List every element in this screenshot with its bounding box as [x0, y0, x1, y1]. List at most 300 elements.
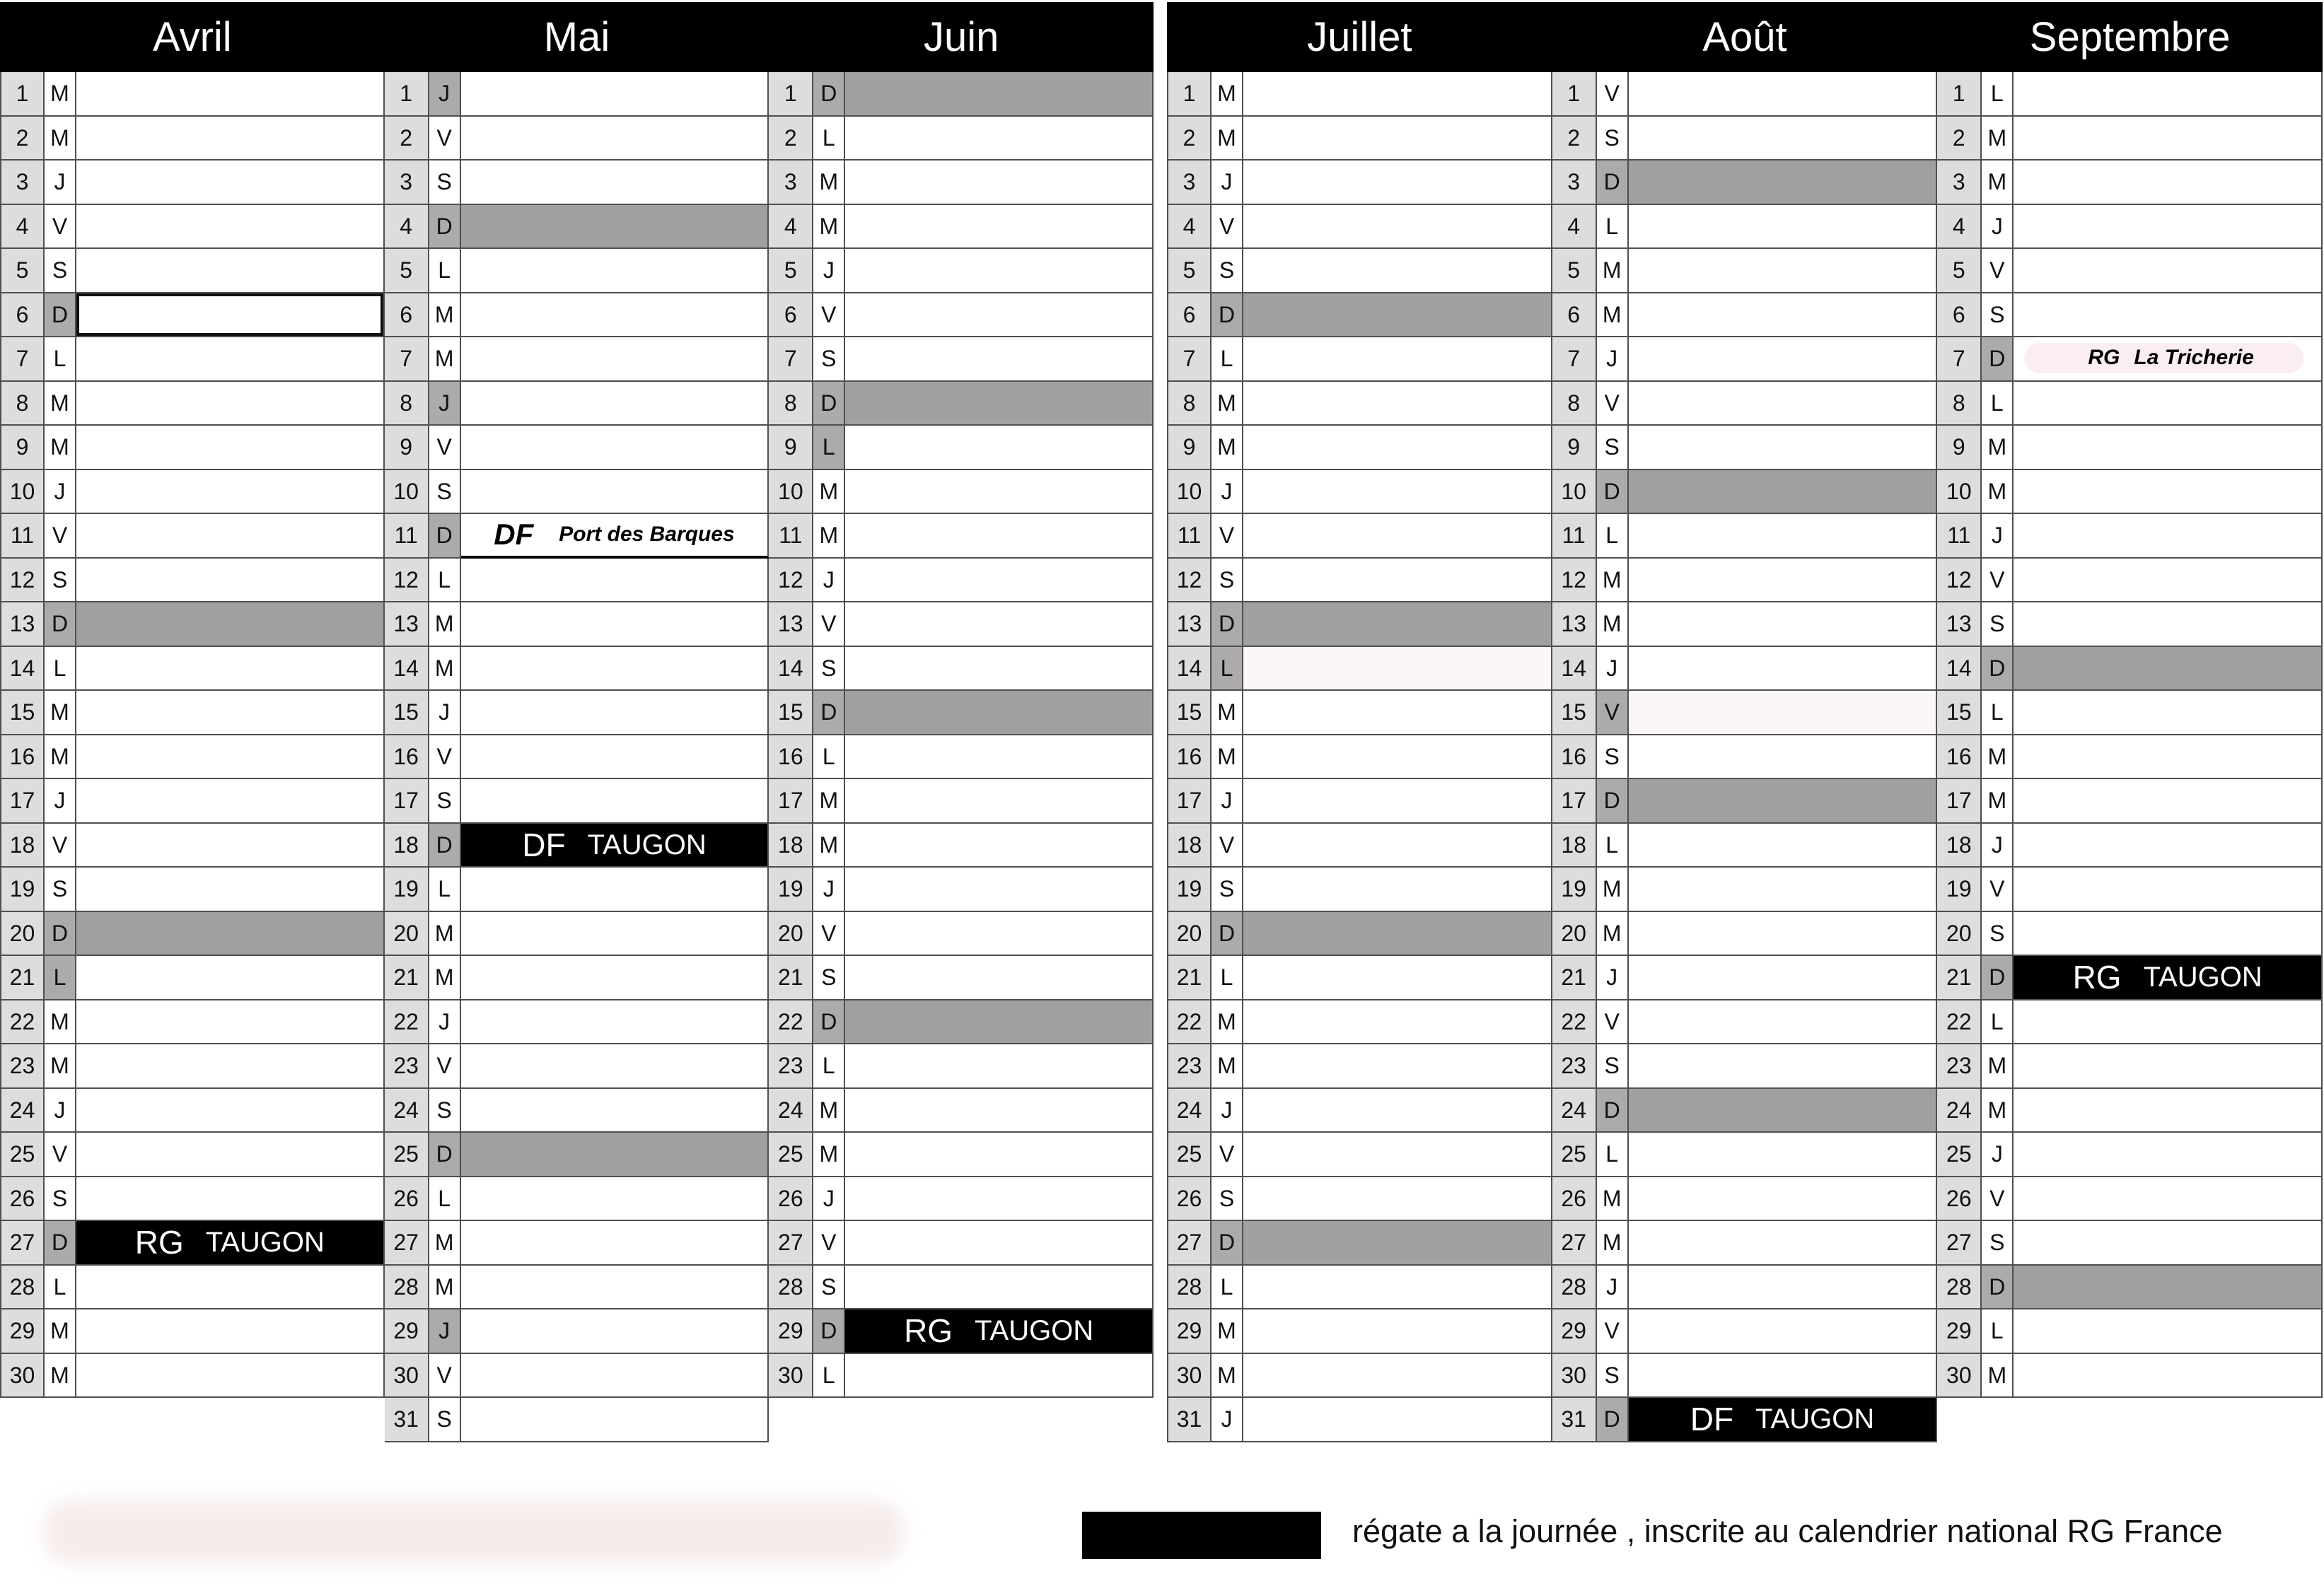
- day-note-cell: [76, 1266, 385, 1310]
- weekday-letter: L: [1982, 1309, 2014, 1354]
- day-number: 23: [1937, 1044, 1982, 1089]
- day-note-cell: [1629, 735, 1938, 780]
- day-note-cell: [76, 1177, 385, 1222]
- weekday-letter: D: [1597, 470, 1629, 515]
- day-number: 17: [385, 779, 429, 824]
- day-note-cell: [1243, 735, 1552, 780]
- day-row: [769, 514, 1154, 559]
- day-note-cell: [76, 1089, 385, 1133]
- day-row: [769, 824, 1154, 868]
- day-note-cell: [1243, 647, 1552, 692]
- weekday-letter: J: [1597, 1266, 1629, 1310]
- day-number: 14: [769, 647, 813, 692]
- day-row: [769, 72, 1154, 117]
- day-row: [0, 1089, 385, 1133]
- day-row: [1937, 293, 2323, 338]
- day-note-cell: [845, 1044, 1154, 1089]
- days-grid: [1167, 72, 2323, 1442]
- day-number: 24: [385, 1089, 429, 1133]
- weekday-letter: D: [1597, 779, 1629, 824]
- month-column-juin: [769, 72, 1154, 1398]
- day-row: [385, 205, 769, 250]
- days-grid: [0, 72, 1154, 1442]
- weekday-letter: L: [1212, 956, 1243, 1000]
- day-note-cell: [1243, 1398, 1552, 1442]
- day-note-cell: [76, 470, 385, 515]
- day-note-cell: [76, 779, 385, 824]
- day-row: [385, 956, 769, 1000]
- weekday-letter: M: [1982, 1089, 2014, 1133]
- day-note-cell: [1629, 1000, 1938, 1045]
- day-row: [1552, 1044, 1938, 1089]
- day-note-cell: [1243, 956, 1552, 1000]
- weekday-letter: V: [1597, 1309, 1629, 1354]
- day-number: 20: [1167, 912, 1212, 957]
- day-number: 17: [1937, 779, 1982, 824]
- day-note-cell: [2014, 1266, 2323, 1310]
- day-number: 18: [1937, 824, 1982, 868]
- calendar-panel-right: [1167, 2, 2323, 1442]
- weekday-letter: M: [45, 1309, 76, 1354]
- day-note-cell: [76, 161, 385, 205]
- weekday-letter: V: [813, 293, 845, 338]
- day-row: [0, 382, 385, 426]
- day-row: [1552, 1177, 1938, 1222]
- day-row: [385, 779, 769, 824]
- day-note-cell: [845, 470, 1154, 515]
- month-header-bar: [0, 2, 1154, 72]
- weekday-letter: V: [429, 1354, 461, 1399]
- day-row: [0, 205, 385, 250]
- weekday-letter: M: [1212, 691, 1243, 735]
- weekday-letter: D: [1982, 337, 2014, 382]
- day-row: [385, 868, 769, 912]
- day-number: 22: [1167, 1000, 1212, 1045]
- day-note-cell: [76, 117, 385, 161]
- day-number: 24: [1937, 1089, 1982, 1133]
- day-note-cell: [76, 514, 385, 559]
- day-note-cell: [2014, 779, 2323, 824]
- day-number: 2: [385, 117, 429, 161]
- day-row: [1937, 647, 2323, 692]
- day-number: 29: [0, 1309, 45, 1354]
- day-note-cell: [2014, 1177, 2323, 1222]
- day-note-cell: [2014, 824, 2323, 868]
- day-note-cell: [1243, 514, 1552, 559]
- weekday-letter: M: [1597, 912, 1629, 957]
- day-row: [0, 293, 385, 338]
- weekday-letter: V: [429, 735, 461, 780]
- weekday-letter: J: [1982, 205, 2014, 250]
- month-column-mai: [385, 72, 769, 1442]
- day-number: 28: [769, 1266, 813, 1310]
- day-row: [1167, 691, 1552, 735]
- day-row: [385, 1266, 769, 1310]
- weekday-letter: M: [1212, 72, 1243, 117]
- day-number: 27: [769, 1221, 813, 1266]
- month-column-aout: [1552, 72, 1938, 1442]
- day-note-cell: [845, 249, 1154, 293]
- day-row: [1552, 161, 1938, 205]
- weekday-letter: D: [813, 1309, 845, 1354]
- day-number: 6: [769, 293, 813, 338]
- weekday-letter: M: [429, 956, 461, 1000]
- day-note-cell: [1629, 824, 1938, 868]
- weekday-letter: J: [45, 779, 76, 824]
- weekday-letter: L: [1982, 382, 2014, 426]
- day-number: 8: [385, 382, 429, 426]
- day-number: 5: [0, 249, 45, 293]
- day-number: 4: [1937, 205, 1982, 250]
- day-row: [0, 426, 385, 470]
- day-row: [769, 559, 1154, 603]
- weekday-letter: L: [1212, 337, 1243, 382]
- day-row: [1552, 426, 1938, 470]
- day-number: 10: [1552, 470, 1597, 515]
- day-row: [0, 1044, 385, 1089]
- day-row: [1167, 1044, 1552, 1089]
- blurred-area: [42, 1500, 905, 1564]
- day-note-cell: [1629, 912, 1938, 957]
- day-number: 18: [1167, 824, 1212, 868]
- day-row: [0, 1133, 385, 1177]
- day-number: 30: [0, 1354, 45, 1399]
- weekday-letter: S: [1982, 293, 2014, 338]
- day-note-cell: [461, 559, 769, 603]
- day-number: 16: [1552, 735, 1597, 780]
- weekday-letter: V: [1597, 72, 1629, 117]
- day-row: [1937, 426, 2323, 470]
- day-number: 19: [1167, 868, 1212, 912]
- day-row: [0, 956, 385, 1000]
- day-row: [385, 249, 769, 293]
- day-note-cell: [845, 1089, 1154, 1133]
- weekday-letter: J: [429, 1000, 461, 1045]
- weekday-letter: S: [813, 337, 845, 382]
- day-row: [1552, 1089, 1938, 1133]
- weekday-letter: V: [429, 426, 461, 470]
- day-row: [385, 1221, 769, 1266]
- day-note-cell: [461, 1133, 769, 1177]
- day-note-cell: [2014, 691, 2323, 735]
- weekday-letter: M: [429, 293, 461, 338]
- day-number: 27: [0, 1221, 45, 1266]
- day-note-cell: [76, 602, 385, 647]
- day-row: [1937, 691, 2323, 735]
- day-note-cell: [461, 691, 769, 735]
- day-number: 7: [769, 337, 813, 382]
- day-note-cell: [1243, 293, 1552, 338]
- weekday-letter: S: [1597, 1354, 1629, 1399]
- day-row: [1167, 72, 1552, 117]
- day-row: [1937, 382, 2323, 426]
- day-note-cell: [2014, 602, 2323, 647]
- weekday-letter: S: [429, 1089, 461, 1133]
- day-row: [1552, 912, 1938, 957]
- day-number: 8: [1937, 382, 1982, 426]
- day-number: 19: [769, 868, 813, 912]
- weekday-letter: M: [1597, 293, 1629, 338]
- day-note-cell: [2014, 514, 2323, 559]
- legend-swatch: [1082, 1512, 1321, 1559]
- weekday-letter: S: [1212, 249, 1243, 293]
- day-number: 17: [769, 779, 813, 824]
- day-row: [1937, 205, 2323, 250]
- day-number: 14: [1167, 647, 1212, 692]
- day-row: [385, 647, 769, 692]
- day-row: [769, 1221, 1154, 1266]
- day-row: [1167, 426, 1552, 470]
- month-column-septembre: [1937, 72, 2323, 1398]
- weekday-letter: J: [1212, 1089, 1243, 1133]
- day-row: [0, 1354, 385, 1399]
- day-note-cell: [461, 1044, 769, 1089]
- weekday-letter: D: [45, 602, 76, 647]
- weekday-letter: S: [1982, 912, 2014, 957]
- day-number: 5: [1937, 249, 1982, 293]
- day-row: [769, 117, 1154, 161]
- weekday-letter: M: [1982, 117, 2014, 161]
- day-number: 3: [1552, 161, 1597, 205]
- weekday-letter: D: [1212, 912, 1243, 957]
- day-note-cell: [461, 1177, 769, 1222]
- day-number: 15: [1167, 691, 1212, 735]
- weekday-letter: J: [1597, 647, 1629, 692]
- day-note-cell: [1629, 117, 1938, 161]
- day-number: 29: [385, 1309, 429, 1354]
- weekday-letter: V: [1212, 205, 1243, 250]
- weekday-letter: M: [1597, 249, 1629, 293]
- day-note-cell: [76, 868, 385, 912]
- weekday-letter: M: [1212, 1354, 1243, 1399]
- day-note-cell: [461, 426, 769, 470]
- day-note-cell: [461, 912, 769, 957]
- day-number: 22: [769, 1000, 813, 1045]
- weekday-letter: D: [1212, 293, 1243, 338]
- day-number: 4: [1552, 205, 1597, 250]
- day-row: [0, 602, 385, 647]
- day-row: [0, 912, 385, 957]
- day-row: [769, 205, 1154, 250]
- day-row: [385, 117, 769, 161]
- day-row: [1552, 602, 1938, 647]
- day-note-cell: [1243, 912, 1552, 957]
- day-note-cell: [461, 161, 769, 205]
- day-note-cell: [461, 1309, 769, 1354]
- day-note-cell: [461, 337, 769, 382]
- day-note-cell: [845, 824, 1154, 868]
- day-note-cell: [76, 337, 385, 382]
- day-note-cell: [845, 1266, 1154, 1310]
- day-number: 28: [385, 1266, 429, 1310]
- day-note-cell: [1243, 1177, 1552, 1222]
- day-row: [1552, 1000, 1938, 1045]
- day-number: 22: [1937, 1000, 1982, 1045]
- day-note-cell: [76, 956, 385, 1000]
- weekday-letter: M: [1212, 1309, 1243, 1354]
- event-tag: DF: [522, 826, 566, 863]
- day-number: 29: [769, 1309, 813, 1354]
- day-row: [1167, 1000, 1552, 1045]
- day-note-cell: [461, 1089, 769, 1133]
- weekday-letter: M: [813, 1133, 845, 1177]
- day-number: 24: [1167, 1089, 1212, 1133]
- weekday-letter: L: [45, 337, 76, 382]
- day-number: 31: [1552, 1398, 1597, 1442]
- day-row: [769, 868, 1154, 912]
- day-note-cell: [2014, 1089, 2323, 1133]
- day-number: 3: [1937, 161, 1982, 205]
- weekday-letter: L: [429, 1177, 461, 1222]
- day-number: 29: [1552, 1309, 1597, 1354]
- day-note-cell: [461, 72, 769, 117]
- weekday-letter: V: [1597, 691, 1629, 735]
- day-number: 12: [385, 559, 429, 603]
- day-row: [769, 1000, 1154, 1045]
- weekday-letter: J: [1982, 1133, 2014, 1177]
- day-note-cell: [2014, 72, 2323, 117]
- day-number: 16: [1167, 735, 1212, 780]
- day-note-cell: [1243, 602, 1552, 647]
- day-number: 5: [385, 249, 429, 293]
- day-number: 16: [1937, 735, 1982, 780]
- weekday-letter: M: [813, 779, 845, 824]
- weekday-letter: J: [429, 72, 461, 117]
- day-row: [385, 559, 769, 603]
- event-highlight: [2024, 343, 2303, 373]
- day-number: 14: [0, 647, 45, 692]
- day-note-cell: [845, 1221, 1154, 1266]
- day-note-cell: [1629, 470, 1938, 515]
- weekday-letter: M: [813, 161, 845, 205]
- day-number: 11: [1552, 514, 1597, 559]
- weekday-letter: D: [1982, 1266, 2014, 1310]
- weekday-letter: D: [1597, 1398, 1629, 1442]
- day-number: 16: [385, 735, 429, 780]
- event-place: Port des Barques: [559, 523, 735, 547]
- weekday-letter: S: [1982, 602, 2014, 647]
- day-note-cell: [2014, 470, 2323, 515]
- day-row: [769, 337, 1154, 382]
- day-number: 19: [1937, 868, 1982, 912]
- day-row: [385, 514, 769, 559]
- day-row: [769, 956, 1154, 1000]
- day-note-cell: [1243, 1000, 1552, 1045]
- day-row: [0, 72, 385, 117]
- day-note-cell: [2014, 912, 2323, 957]
- day-number: 12: [1167, 559, 1212, 603]
- day-note-cell: [2014, 1309, 2323, 1354]
- weekday-letter: L: [813, 117, 845, 161]
- event-cell: [1629, 1398, 1938, 1442]
- day-number: 20: [385, 912, 429, 957]
- day-row: [385, 1177, 769, 1222]
- day-row: [1937, 337, 2323, 382]
- weekday-letter: S: [813, 1266, 845, 1310]
- day-note-cell: [461, 779, 769, 824]
- weekday-letter: V: [45, 1133, 76, 1177]
- day-number: 31: [385, 1398, 429, 1442]
- day-note-cell: [1243, 72, 1552, 117]
- day-row: [1167, 1221, 1552, 1266]
- day-row: [769, 1309, 1154, 1354]
- day-row: [769, 382, 1154, 426]
- month-header-bar: [1167, 2, 2323, 72]
- day-row: [1167, 161, 1552, 205]
- weekday-letter: L: [1597, 205, 1629, 250]
- day-note-cell: [2014, 293, 2323, 338]
- day-number: 21: [385, 956, 429, 1000]
- day-row: [1937, 1177, 2323, 1222]
- day-row: [1552, 691, 1938, 735]
- day-note-cell: [845, 956, 1154, 1000]
- day-row: [1167, 470, 1552, 515]
- day-row: [1552, 824, 1938, 868]
- day-row: [0, 249, 385, 293]
- weekday-letter: V: [1982, 868, 2014, 912]
- day-number: 2: [1167, 117, 1212, 161]
- day-number: 27: [1167, 1221, 1212, 1266]
- day-row: [1552, 72, 1938, 117]
- weekday-letter: V: [45, 205, 76, 250]
- day-number: 7: [1937, 337, 1982, 382]
- weekday-letter: M: [1597, 1221, 1629, 1266]
- day-row: [769, 912, 1154, 957]
- day-row: [1937, 779, 2323, 824]
- day-note-cell: [76, 249, 385, 293]
- day-note-cell: [1243, 382, 1552, 426]
- day-number: 25: [1937, 1133, 1982, 1177]
- day-number: 8: [769, 382, 813, 426]
- day-note-cell: [1629, 1266, 1938, 1310]
- day-note-cell: [1243, 1221, 1552, 1266]
- weekday-letter: L: [1982, 72, 2014, 117]
- day-note-cell: [76, 824, 385, 868]
- day-note-cell: [1243, 779, 1552, 824]
- day-note-cell: [461, 117, 769, 161]
- day-row: [769, 161, 1154, 205]
- day-note-cell: [1629, 249, 1938, 293]
- day-note-cell: [1243, 691, 1552, 735]
- day-note-cell: [845, 559, 1154, 603]
- day-number: 8: [0, 382, 45, 426]
- weekday-letter: L: [45, 647, 76, 692]
- day-number: 25: [1552, 1133, 1597, 1177]
- day-number: 18: [0, 824, 45, 868]
- event-cell: [76, 1221, 385, 1266]
- weekday-letter: J: [1597, 956, 1629, 1000]
- day-row: [1937, 956, 2323, 1000]
- day-row: [1552, 1133, 1938, 1177]
- month-title-aout: Août: [1702, 14, 1787, 60]
- day-note-cell: [2014, 382, 2323, 426]
- day-row: [1167, 1266, 1552, 1310]
- day-number: 1: [769, 72, 813, 117]
- day-row: [385, 337, 769, 382]
- weekday-letter: L: [1212, 647, 1243, 692]
- day-note-cell: [2014, 1221, 2323, 1266]
- day-note-cell: [1243, 868, 1552, 912]
- event-cell: [461, 514, 769, 559]
- day-number: 22: [385, 1000, 429, 1045]
- day-row: [0, 779, 385, 824]
- day-row: [1167, 868, 1552, 912]
- weekday-letter: L: [45, 1266, 76, 1310]
- weekday-letter: V: [429, 1044, 461, 1089]
- day-note-cell: [76, 382, 385, 426]
- day-row: [1552, 249, 1938, 293]
- day-note-cell: [461, 647, 769, 692]
